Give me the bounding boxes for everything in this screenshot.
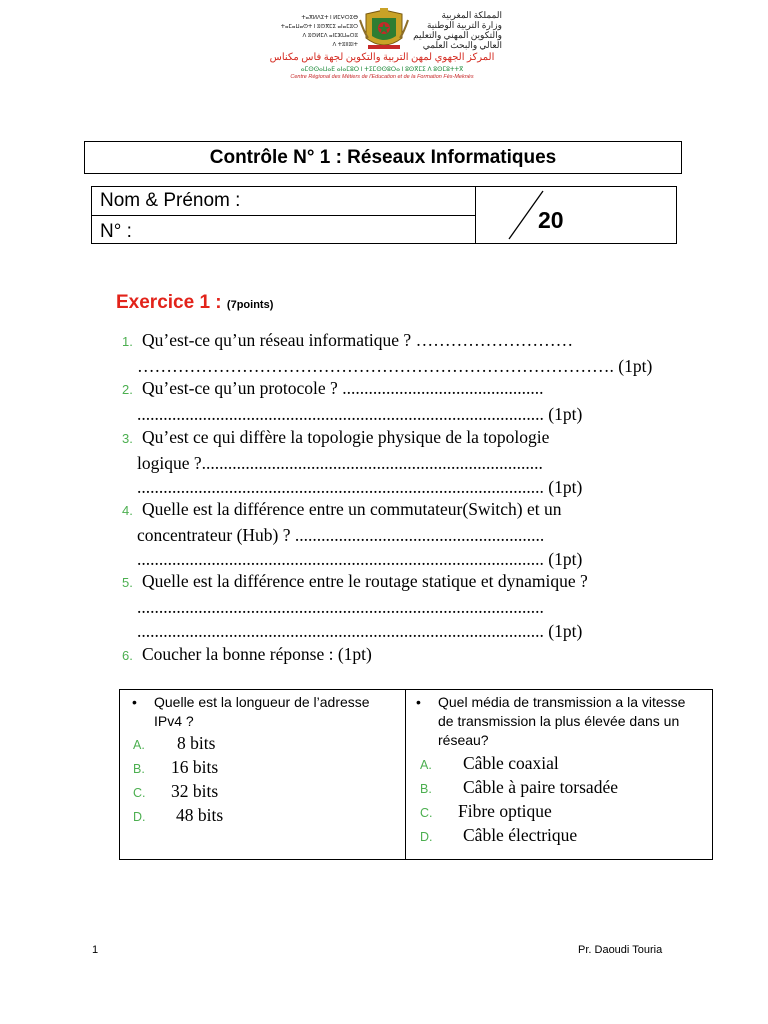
mcq-2-options xyxy=(420,752,618,848)
question-number: 3. xyxy=(122,431,133,446)
question-line: Coucher la bonne réponse : (1pt) xyxy=(142,644,372,664)
mcq-question-1 xyxy=(132,693,397,731)
mcq-option[interactable] xyxy=(420,824,618,848)
exercise-title-text: Exercice 1 : xyxy=(116,292,222,313)
question-4 xyxy=(122,497,582,571)
option-text: 8 bits xyxy=(177,733,216,753)
header-right-line: وزارة التربية الوطنية xyxy=(426,20,502,30)
centre-name-french: Centre Régional des Métiers de l'Education et de la Formation Fès-Meknès xyxy=(290,74,474,80)
header-right-line: العالي والبحث العلمي xyxy=(422,40,502,50)
option-letter: A. xyxy=(133,738,145,752)
exam-title: Contrôle N° 1 : Réseaux Informatiques xyxy=(84,141,682,174)
centre-name-tifinagh: ⴰⵎⵙⵙⴰⵡⴰⴹ ⴰⵏⴰⵎⵓⵔ ⵏ ⵜⵉⵎⵙⵙⵓⵔⴰ ⵏ ⵓⵙⴳⵎⵉ ⴷ ⵓⵙⵎⵓⵜⵜⴳ xyxy=(300,67,464,73)
identity-row-divider xyxy=(92,215,475,216)
identity-divider xyxy=(475,187,476,243)
header-left-line: ⵜⴰⵎⴰⵡⴰⵙⵜ ⵏ ⵓⵙⴳⵎⵉ ⴰⵏⴰⵎⵓⵔ xyxy=(280,24,358,30)
question-number: 6. xyxy=(122,648,133,663)
header-left-line: ⴷ ⵜⵓⵏⵏⵓⵏⵜ xyxy=(332,42,358,48)
mcq-1-options xyxy=(133,732,223,828)
question-number: 5. xyxy=(122,575,133,590)
footer-author: Pr. Daoudi Touria xyxy=(578,944,663,956)
question-line: concentrateur (Hub) ? ......................................................... xyxy=(137,525,545,545)
mcq-option[interactable] xyxy=(133,780,223,804)
mcq-question-line: Quel média de transmission a la vitesse xyxy=(438,694,686,710)
mcq-option[interactable] xyxy=(420,776,618,800)
option-text: Câble électrique xyxy=(463,825,578,845)
mcq-question-line: IPv4 ? xyxy=(154,713,194,729)
option-text: Fibre optique xyxy=(458,801,552,821)
answer-line: ............................................................................................. (1pt) xyxy=(137,621,583,641)
header-right-line: المملكة المغربية xyxy=(441,10,502,20)
mcq-divider xyxy=(405,690,406,859)
mcq-option[interactable] xyxy=(420,800,618,824)
option-text: Câble coaxial xyxy=(463,753,559,773)
option-text: 48 bits xyxy=(176,805,224,825)
question-1 xyxy=(122,328,652,378)
option-text: 16 bits xyxy=(171,757,219,777)
header-tifinagh-text xyxy=(268,14,358,50)
exercise-title xyxy=(116,292,273,314)
number-label: N° : xyxy=(100,221,132,242)
answer-line: ............................................................................................. (1pt) xyxy=(137,477,583,497)
header-left-line: ⵜⴰⴳⵍⴷⵉⵜ ⵏ ⵍⵎⵖⵔⵉⴱ xyxy=(301,15,358,21)
page-number: 1 xyxy=(92,944,99,956)
option-letter: C. xyxy=(133,786,146,800)
question-6 xyxy=(122,642,372,668)
question-3 xyxy=(122,425,582,499)
mcq-table xyxy=(119,689,713,860)
question-2 xyxy=(122,376,582,426)
option-letter: A. xyxy=(420,758,432,772)
mcq-option[interactable] xyxy=(133,732,223,756)
name-label: Nom & Prénom : xyxy=(100,190,241,211)
question-number: 2. xyxy=(122,382,133,397)
option-letter: B. xyxy=(420,782,432,796)
answer-line: ………………………………………………………………………. (1pt) xyxy=(137,356,653,376)
max-score: 20 xyxy=(538,207,564,233)
header-right-line: والتكوين المهني والتعليم xyxy=(413,30,502,40)
question-line: logique ?.............................................................................. xyxy=(137,453,543,473)
header-left-line: ⴷ ⵓⵙⵍⵎⴷ ⴰⵏⵎⵣⵡⴰⵔⵓ xyxy=(302,33,358,39)
mcq-question-line: Quelle est la longueur de l’adresse xyxy=(154,694,370,710)
bullet-icon: • xyxy=(416,694,421,710)
answer-line: ............................................................................................. (1pt) xyxy=(137,404,583,424)
question-line: Quelle est la différence entre le routage statique et dynamique ? xyxy=(142,571,588,591)
option-text: Câble à paire torsadée xyxy=(463,777,618,797)
bullet-icon: • xyxy=(132,694,137,710)
answer-line: ............................................................................................. (1pt) xyxy=(137,549,583,569)
question-line: Qu’est ce qui diffère la topologie physique de la topologie xyxy=(142,427,550,447)
question-line: Qu’est-ce qu’un protocole ? .............................................. xyxy=(142,378,544,398)
option-letter: D. xyxy=(133,810,146,824)
mcq-question-2 xyxy=(416,693,708,750)
question-line: Qu’est-ce qu’un réseau informatique ? ……………………… xyxy=(142,330,574,350)
identity-box xyxy=(91,186,677,244)
mcq-option[interactable] xyxy=(133,756,223,780)
mcq-option[interactable] xyxy=(133,804,223,828)
option-letter: C. xyxy=(420,806,433,820)
question-number: 1. xyxy=(122,334,133,349)
centre-name-arabic: المركز الجهوي لمهن التربية والتكوين لجهة فاس مكناس xyxy=(269,52,495,63)
moroccan-crest-icon xyxy=(358,8,410,52)
mcq-question-line: de transmission la plus élevée dans un xyxy=(438,713,680,729)
header-arabic-text xyxy=(412,10,502,50)
mcq-question-line: réseau? xyxy=(438,732,489,748)
option-letter: B. xyxy=(133,762,145,776)
mcq-option[interactable] xyxy=(420,752,618,776)
question-5 xyxy=(122,569,588,643)
option-letter: D. xyxy=(420,830,433,844)
exercise-points: (7points) xyxy=(226,299,274,311)
question-line: Quelle est la différence entre un commutateur(Switch) et un xyxy=(142,499,562,519)
option-text: 32 bits xyxy=(171,781,219,801)
answer-line: ............................................................................................. xyxy=(137,597,544,617)
question-number: 4. xyxy=(122,503,133,518)
